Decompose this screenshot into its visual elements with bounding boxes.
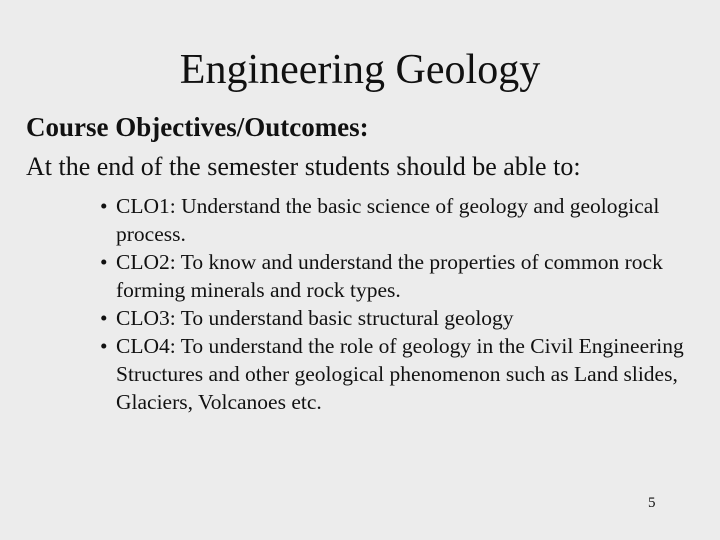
objective-text: CLO3: To understand basic structural geology bbox=[116, 306, 514, 330]
slide-title: Engineering Geology bbox=[179, 47, 541, 93]
bullet-icon: • bbox=[100, 250, 108, 274]
page-number: 5 bbox=[648, 495, 656, 511]
section-heading: Course Objectives/Outcomes: bbox=[26, 112, 369, 142]
objective-text: CLO4: To understand the role of geology in the Civil Engineering Structures and other geological phenomenon such as Land slides, Glaciers, Volcanoes etc. bbox=[116, 334, 684, 414]
bullet-icon: • bbox=[100, 306, 108, 330]
intro-text: At the end of the semester students should be able to: bbox=[26, 152, 581, 181]
bullet-icon: • bbox=[100, 334, 108, 358]
objective-item-4 bbox=[100, 332, 700, 416]
objective-text: CLO2: To know and understand the properties of common rock forming minerals and rock types. bbox=[116, 250, 663, 302]
objectives-list bbox=[100, 192, 700, 416]
objective-text: CLO1: Understand the basic science of geology and geological process. bbox=[116, 194, 660, 246]
bullet-icon: • bbox=[100, 194, 108, 218]
objective-item-3 bbox=[100, 304, 700, 332]
objective-item-2 bbox=[100, 248, 700, 304]
objective-item-1 bbox=[100, 192, 700, 248]
